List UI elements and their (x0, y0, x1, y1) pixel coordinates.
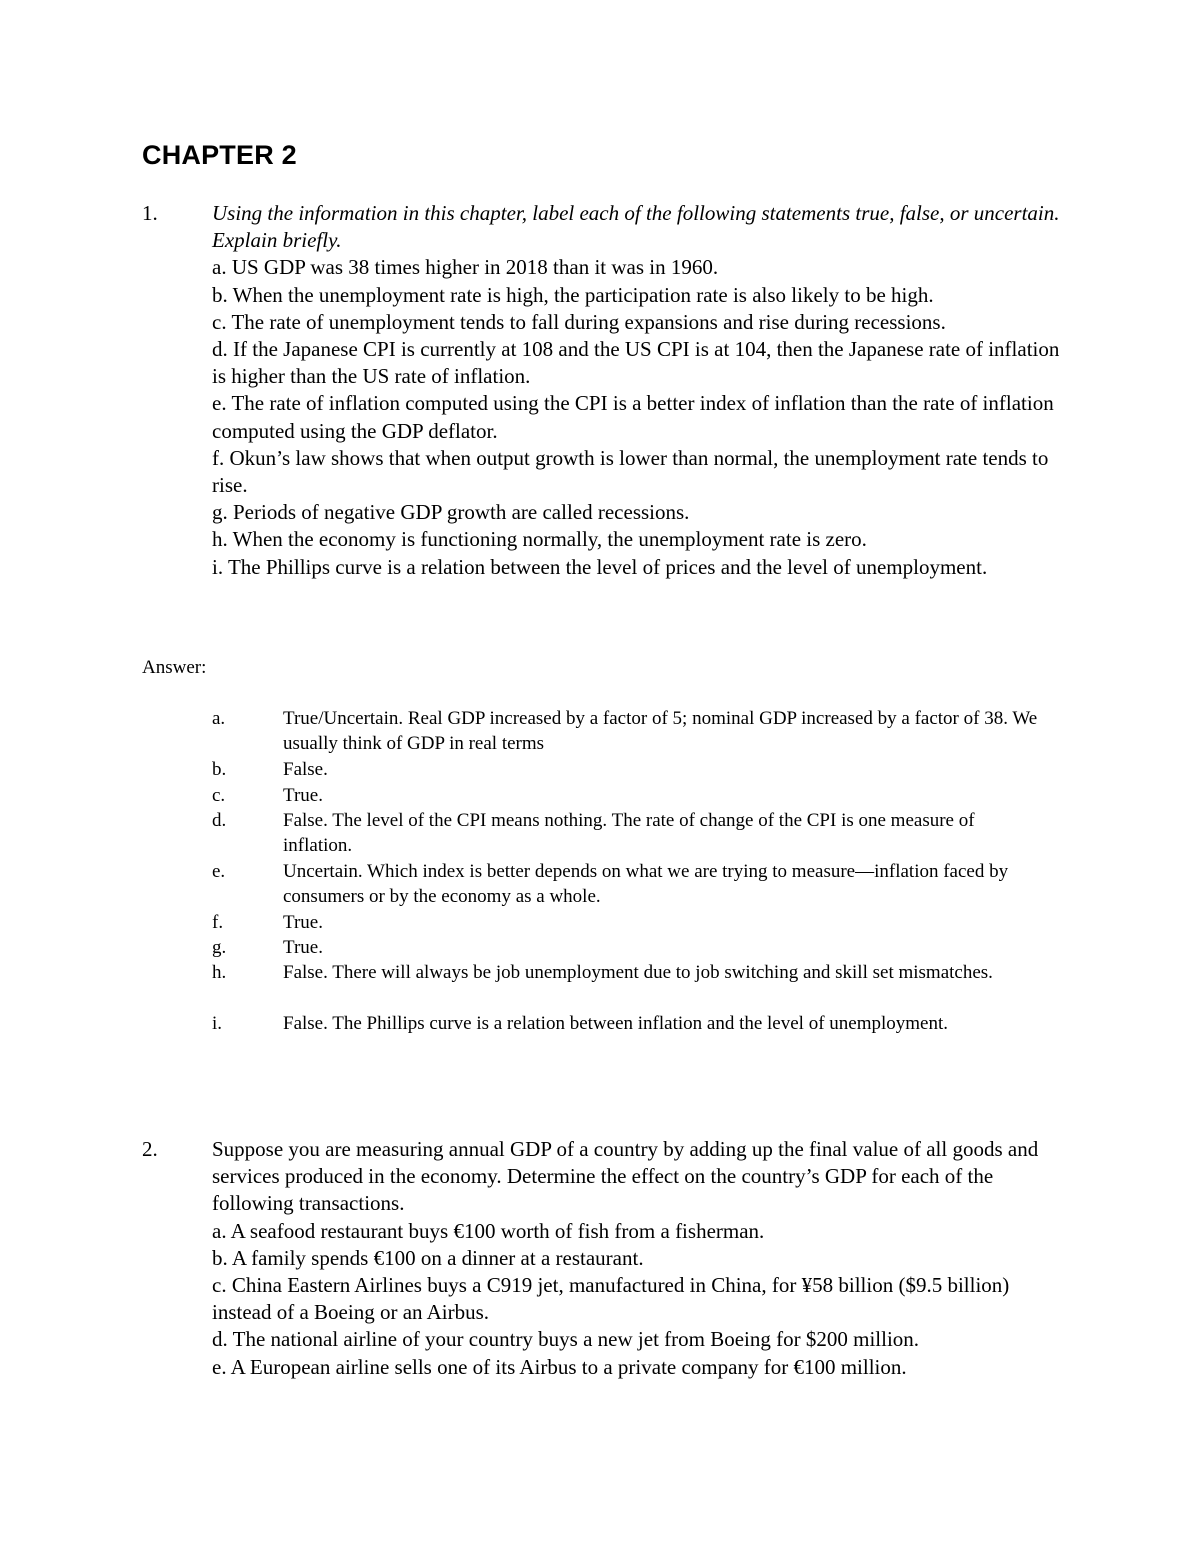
question-2-item-a: a. A seafood restaurant buys €100 worth of fish from a fisherman. (212, 1218, 765, 1243)
question-1-item-d: d. If the Japanese CPI is currently at 108 and the US CPI is at 104, then the Japanese rate of inflation is higher than the US rate of inflation. (212, 337, 1060, 389)
question-2 (212, 1136, 1072, 1381)
question-2-item-b: b. A family spends €100 on a dinner at a restaurant. (212, 1245, 644, 1270)
question-1-item-g: g. Periods of negative GDP growth are called recessions. (212, 500, 690, 525)
question-1-item-i: i. The Phillips curve is a relation between the level of prices and the level of unemployment. (212, 554, 988, 579)
question-1-number: 1. (142, 201, 158, 225)
answer-letter: b. (212, 759, 227, 780)
answer-text: False. The Phillips curve is a relation between inflation and the level of unemployment. (283, 1013, 949, 1034)
answer-letter: f. (212, 912, 224, 933)
answer-text: True/Uncertain. Real GDP increased by a factor of 5; nominal GDP increased by a factor of 38. We usually think of GDP in real terms (283, 708, 1038, 755)
question-2-item-c: c. China Eastern Airlines buys a C919 jet, manufactured in China, for ¥58 billion ($9.5 billion) instead of a Boeing or an Airbus. (212, 1273, 1010, 1325)
question-1-item-e: e. The rate of inflation computed using the CPI is a better index of inflation than the rate of inflation computed using the GDP deflator. (212, 391, 1054, 443)
question-1-item-h: h. When the economy is functioning normally, the unemployment rate is zero. (212, 527, 867, 552)
answer-label: Answer: (142, 657, 207, 678)
answer-letter: c. (212, 785, 226, 806)
answer-text: False. There will always be job unemployment due to job switching and skill set mismatches. (283, 962, 993, 983)
answer-text: False. (283, 759, 328, 780)
answer-text: True. (283, 912, 323, 933)
answer-text: True. (283, 937, 323, 958)
answer-letter: e. (212, 861, 226, 882)
question-1-item-b: b. When the unemployment rate is high, the participation rate is also likely to be high. (212, 282, 934, 307)
answer-letter: h. (212, 962, 227, 983)
answer-text: True. (283, 785, 323, 806)
question-1 (212, 200, 1072, 581)
answer-letter: i. (212, 1013, 223, 1034)
question-1-item-f: f. Okun’s law shows that when output growth is lower than normal, the unemployment rate tends to rise. (212, 445, 1049, 498)
question-2-item-d: d. The national airline of your country buys a new jet from Boeing for $200 million. (212, 1327, 920, 1352)
question-1-prompt: Using the information in this chapter, label each of the following statements true, false, or uncertain. Explain briefly. (212, 201, 1060, 253)
question-2-item-e: e. A European airline sells one of its Airbus to a private company for €100 million. (212, 1354, 907, 1379)
question-2-number: 2. (142, 1137, 158, 1161)
question-2-prompt: Suppose you are measuring annual GDP of a country by adding up the final value of all goods and services produced in the economy. Determine the effect on the country’s GDP for each of the following transactions. (212, 1137, 1039, 1216)
answer-letter: a. (212, 708, 226, 729)
answer-text: Uncertain. Which index is better depends on what we are trying to measure—inflation faced by consumers or by the economy as a whole. (283, 861, 1009, 908)
chapter-title: CHAPTER 2 (142, 140, 297, 170)
answer-letter: g. (212, 937, 227, 958)
question-1-item-c: c. The rate of unemployment tends to fall during expansions and rise during recessions. (212, 309, 946, 334)
question-1-item-a: a. US GDP was 38 times higher in 2018 than it was in 1960. (212, 255, 719, 280)
answer-text: False. The level of the CPI means nothing. The rate of change of the CPI is one measure of inflation. (283, 810, 975, 857)
answer-letter: d. (212, 810, 227, 831)
